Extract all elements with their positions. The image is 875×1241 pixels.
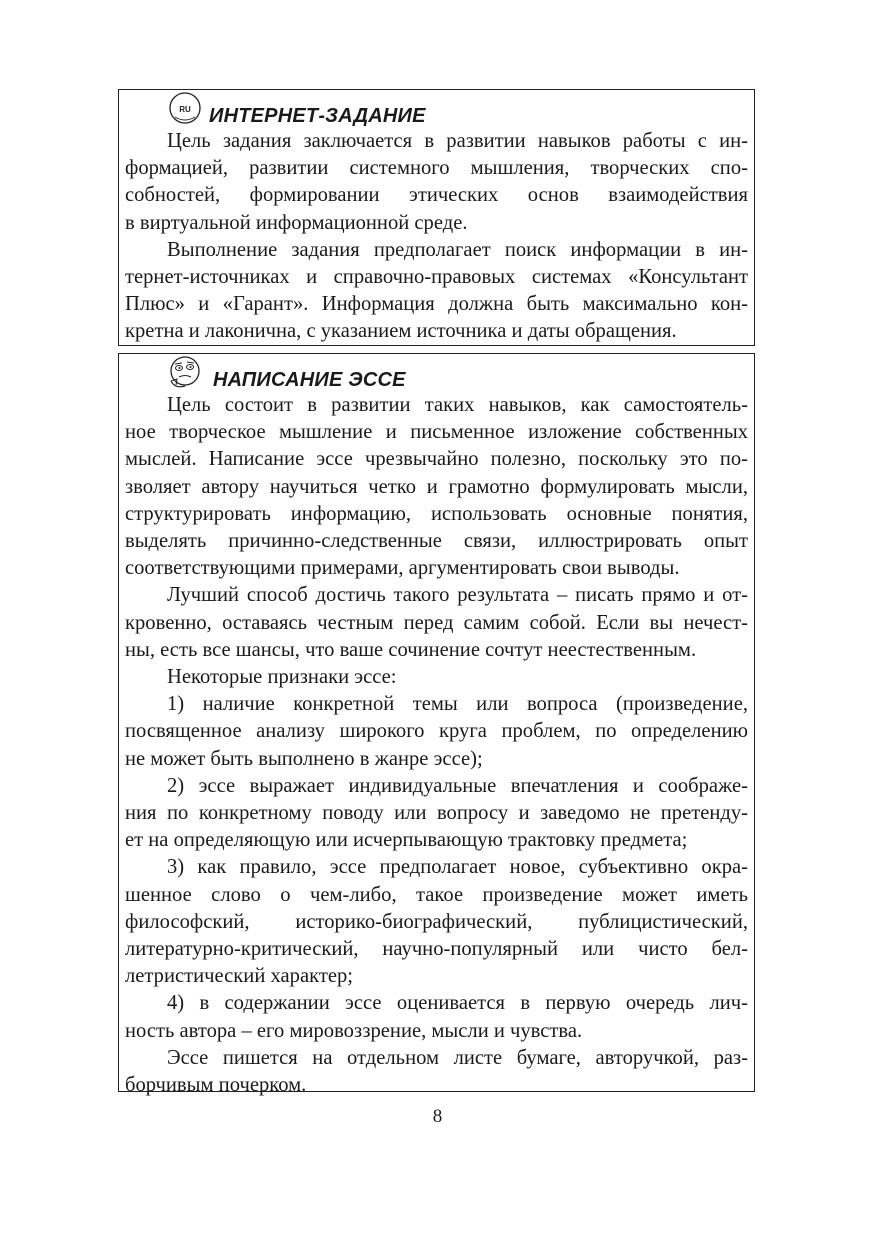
internet-globe-icon [167, 92, 203, 131]
internet-task-heading [167, 94, 748, 128]
section-body [125, 392, 748, 1099]
internet-task-box [118, 89, 755, 346]
paragraph-line: структурировать информацию, использовать основные понятия, [125, 502, 748, 525]
paragraph-line: мыслей. Написание эссе чрезвычайно полезно, поскольку это по- [125, 448, 748, 471]
section-body [125, 128, 748, 346]
paragraph-line: Эссе пишется на отдельном листе бумаге, авторучкой, раз- [167, 1046, 748, 1069]
paragraph-line: ния по конкретному поводу или вопросу и заведомо не претенду- [125, 802, 748, 825]
paragraph-line: кретна и лаконична, с указанием источника и даты обращения. [125, 320, 677, 343]
paragraph-line: 3) как правило, эссе предполагает новое, субъективно окра- [167, 856, 748, 879]
paragraph-line: ность автора – его мировоззрение, мысли и чувства. [125, 1019, 583, 1042]
section-title: ИНТЕРНЕТ-ЗАДАНИЕ [209, 104, 426, 127]
essay-heading [167, 358, 748, 392]
paragraph-line: Цель состоит в развитии таких навыков, как самостоятель- [167, 394, 748, 416]
paragraph-line: кровенно, оставаясь честным перед самим собой. Если вы нечест- [125, 611, 748, 634]
paragraph-line: 1) наличие конкретной темы или вопроса (произведение, [167, 693, 748, 716]
paragraph-line: зволяет автору научиться четко и грамотно формулировать мысли, [125, 475, 748, 498]
paragraph-line: собностей, формировании этических основ взаимодействия [125, 184, 748, 207]
paragraph-line: борчивым почерком. [125, 1074, 307, 1097]
essay-writing-box [118, 353, 755, 1097]
paragraph-line: тернет-источниках и справочно-правовых системах «Консультант [125, 266, 748, 289]
paragraph-line: формацией, развитии системного мышления, творческих спо- [125, 157, 748, 180]
page-number: 8 [432, 1106, 443, 1127]
paragraph-line: литературно-критический, научно-популярный или чисто бел- [125, 938, 748, 961]
paragraph-line: не может быть выполнено в жанре эссе); [125, 747, 483, 770]
paragraph-line: Лучший способ достичь такого результата – писать прямо и от- [167, 584, 748, 607]
paragraph-line: посвященное анализу широкого круга проблем, по определению [125, 720, 748, 743]
paragraph-line: Цель задания заключается в развитии навыков работы с ин- [167, 130, 748, 152]
paragraph-line: ет на определяющую или исчерпывающую трактовку предмета; [125, 829, 688, 852]
paragraph-line: шенное слово о чем-либо, такое произведение может иметь [125, 883, 748, 906]
paragraph-line: выделять причинно-следственные связи, иллюстрировать опыт [125, 530, 748, 553]
paragraph-line: 4) в содержании эссе оценивается в первую очередь лич- [167, 992, 748, 1015]
paragraph-line: Некоторые признаки эссе: [167, 666, 397, 689]
paragraph-line: соответствующими примерами, аргументировать свои выводы. [125, 557, 680, 580]
paragraph-line: летристический характер; [125, 965, 353, 988]
section-title: НАПИСАНИЕ ЭССЕ [213, 368, 406, 391]
paragraph-line: 2) эссе выражает индивидуальные впечатления и соображе- [167, 774, 748, 797]
paragraph-line: философский, историко-биографический, публицистический, [125, 910, 748, 933]
paragraph-line: Плюс» и «Гарант». Информация должна быть максимально кон- [125, 293, 748, 316]
svg-text:RU: RU [179, 104, 191, 114]
paragraph-line: ное творческое мышление и письменное изложение собственных [125, 421, 748, 444]
thinking-face-icon [167, 355, 207, 396]
paragraph-line: Выполнение задания предполагает поиск информации в ин- [167, 238, 748, 261]
paragraph-line: ны, есть все шансы, что ваше сочинение сочтут неестественным. [125, 638, 697, 661]
paragraph-line: в виртуальной информационной среде. [125, 211, 468, 234]
